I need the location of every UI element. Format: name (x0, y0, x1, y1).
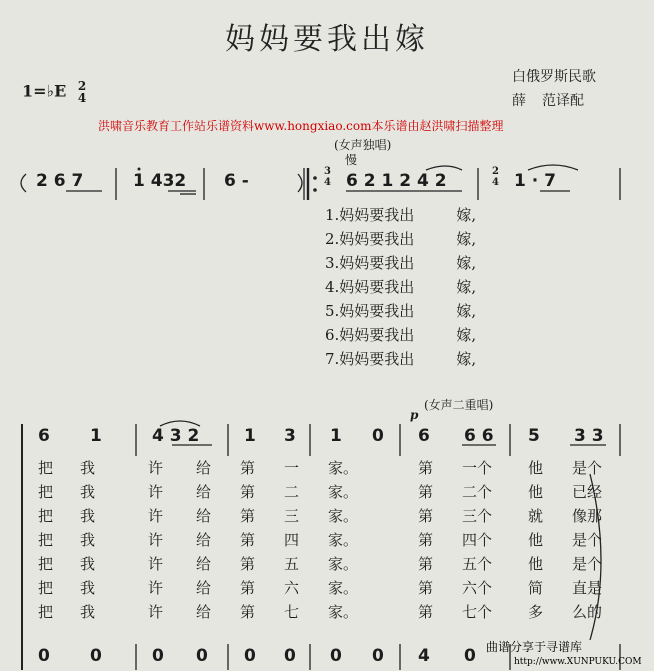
verse-line: 6.妈妈要我出 嫁, (325, 326, 477, 344)
verse-line: 1.妈妈要我出 嫁, (325, 206, 477, 224)
song-title: 妈妈要我出嫁 (225, 22, 429, 57)
footer-watermark: 曲谱分享于寻谱库 (486, 640, 583, 654)
lower-note: 0 (284, 646, 296, 666)
dynamic-marking: p (410, 408, 419, 422)
verse-line: 4.妈妈要我出 嫁, (325, 278, 477, 296)
lower-note: 0 (244, 646, 256, 666)
lyric-row: 把 我 许 给 第 三 家。 第 三个 就 像那 (38, 507, 603, 525)
lyric-row: 把 我 许 给 第 二 家。 第 二个 他 已经 (38, 483, 603, 501)
lyric-row: 把 我 许 给 第 四 家。 第 四个 他 是个 (38, 531, 603, 549)
lyric-row: 把 我 许 给 第 六 家。 第 六个 简 直是 (38, 579, 603, 597)
note: 6 6 (464, 426, 494, 446)
intro-open-paren (21, 174, 26, 192)
time-change-3-4: 3 4 (324, 166, 331, 188)
verse-line: 3.妈妈要我出 嫁, (325, 254, 477, 272)
note: 6 (418, 426, 430, 446)
song-origin: 白俄罗斯民歌 (512, 69, 596, 85)
slur (426, 166, 462, 170)
verse-line: 5.妈妈要我出 嫁, (325, 302, 477, 320)
tie (528, 165, 578, 170)
top-watermark: 洪啸音乐教育工作站乐谱资料www.hongxiao.com本乐谱由赵洪啸扫描整理 (98, 119, 504, 133)
lower-note: 0 (90, 646, 102, 666)
lower-note: 0 (196, 646, 208, 666)
main-measure-1: 6 2 1 2 4 2 (346, 171, 447, 191)
time-change-2-4: 2 4 (492, 166, 499, 188)
note: 6 (38, 426, 50, 446)
intro-measure-2: 1 432 (133, 171, 187, 191)
verse-list (325, 203, 476, 371)
lyric-row: 把 我 许 给 第 七 家。 第 七个 多 么的 (38, 603, 603, 621)
lower-note: 0 (372, 646, 384, 666)
note: 5 (528, 426, 540, 446)
time-numerator: 2 (77, 79, 87, 93)
note: 3 (284, 426, 296, 446)
lyrics-grid (0, 457, 654, 625)
part-label-solo: (女声独唱) (334, 138, 392, 152)
part-label-duet: (女声二重唱) (424, 398, 494, 412)
verse-line: 7.妈妈要我出 嫁, (325, 350, 477, 368)
lyric-row: 把 我 许 给 第 五 家。 第 五个 他 是个 (38, 555, 603, 573)
note: 1 (90, 426, 102, 446)
note: 1 (330, 426, 342, 446)
note: 3 3 (574, 426, 604, 446)
note: 1 (244, 426, 256, 446)
arranger-name: 薛 (512, 93, 526, 109)
main-measure-2: 1 · 7 (514, 171, 556, 191)
lower-note: 0 (38, 646, 50, 666)
key-signature (22, 80, 86, 104)
arranger (512, 90, 584, 110)
lower-note: 0 (330, 646, 342, 666)
key-label: 1=♭E (22, 81, 67, 101)
arranger-role: 范译配 (542, 93, 584, 109)
rest: 0 (372, 426, 384, 446)
intro-measure-3: 6 - (224, 171, 249, 191)
intro-measure-1: 2 6 7 (36, 171, 84, 191)
time-denominator: 4 (77, 91, 87, 105)
intro-close-paren (298, 174, 302, 192)
lower-note: 4 (418, 646, 430, 666)
lower-note: 0 (464, 646, 476, 666)
lower-note: 0 (152, 646, 164, 666)
tempo-marking: 慢 (345, 153, 358, 167)
footer-url: http://www.XUNPUKU.COM (514, 657, 642, 667)
lyric-row: 把 我 许 给 第 一 家。 第 一个 他 是个 (38, 459, 603, 477)
verse-line: 2.妈妈要我出 嫁, (325, 230, 477, 248)
note: 4 3 2 (152, 426, 200, 446)
time-signature (78, 80, 86, 104)
